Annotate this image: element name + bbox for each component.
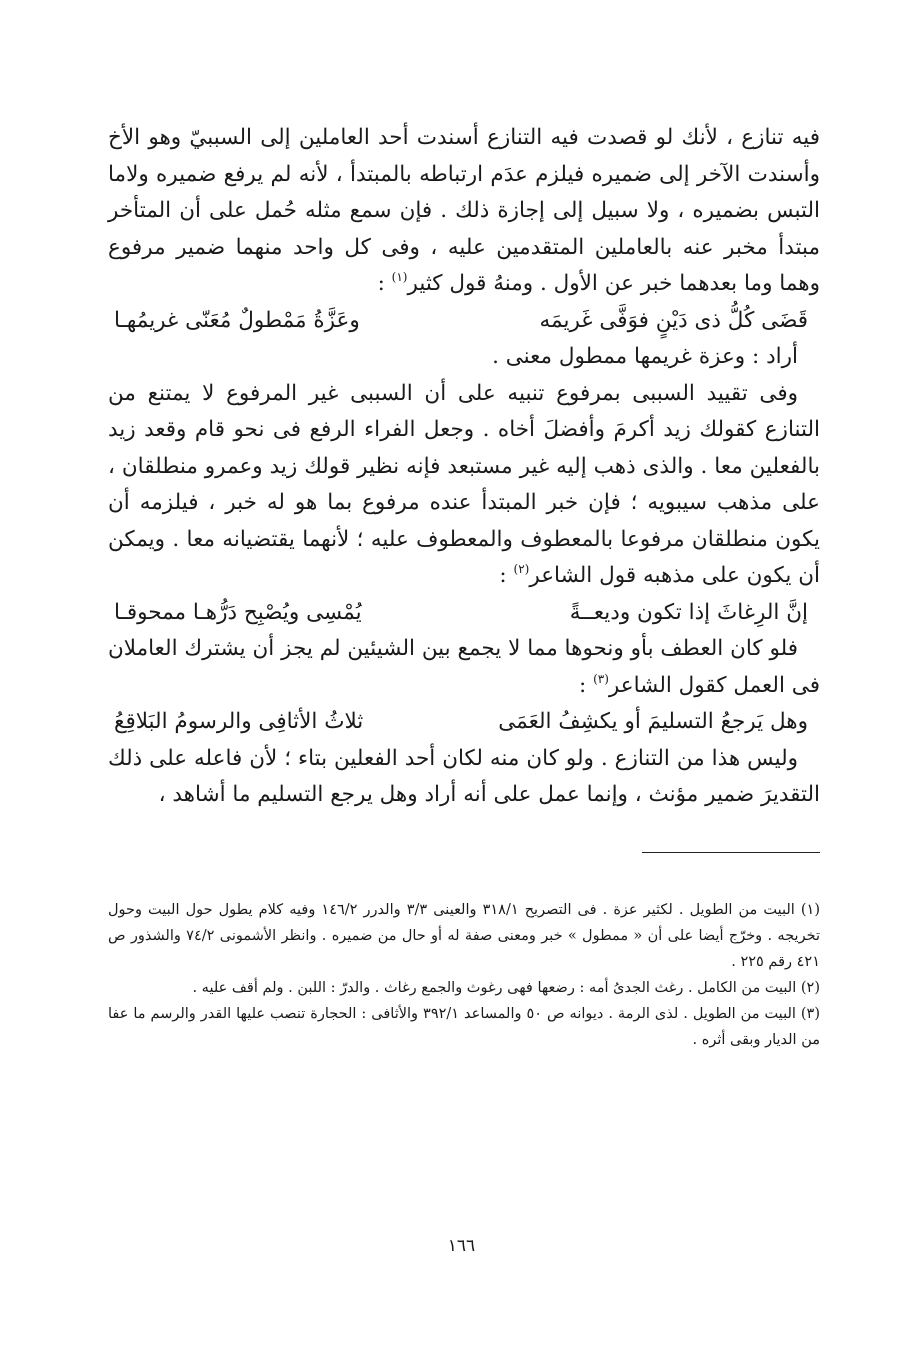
verse-second-hemistich: وعَزَّةُ مَمْطولٌ مُعَنّى غريمُهـا [114, 307, 360, 333]
footnote: (١) البيت من الطويل . لكثير عزة . فى التصريح ٣١٨/١ والعينى ٣/٣ والدرر ١٤٦/٢ وفيه كلام يطول حول البيت وحول تخريجه . وخرّج أيضا على أن « ممطول » خبر ومعنى صفة له أو حال من ضميره . وانظر الأشمونى ٧٤/٢ والشذور ص ٤٢١ رقم ٢٢٥ . [108, 901, 820, 970]
paragraph [108, 741, 820, 814]
paragraph [108, 376, 820, 595]
paragraph-text: فلو كان العطف بأو ونحوها مما لا يجمع بين الشيئين لم يجز أن يشترك العاملان فى العمل كقول الشاعر [108, 636, 820, 698]
paragraph-text: وليس هذا من التنازع . ولو كان منه لكان أحد الفعلين بتاء ؛ لأن فاعله على ذلك التقديرَ ضمير مؤنث ، وإنما عمل على أنه أراد وهل يرجع التسليم ما أشاهد ، [108, 745, 820, 807]
verse-second-hemistich: يُمْسِى ويُصْبِح دَرُّهـا ممحوقـا [114, 599, 362, 625]
paragraph-text: أراد : وعزة غريمها ممطول معنى . [492, 344, 798, 369]
page-content [108, 120, 820, 1053]
footnotes [108, 897, 820, 1053]
paragraph-text: وفى تقييد السببى بمرفوع تنبيه على أن السببى غير المرفوع لا يمتنع من التنازع كقولك زيد أكرمَ وأفضلَ أخاه . وجعل الفراء الرفع فى نحو قام وقعد زيد بالفعلين معا . والذى ذهب إليه غير مستبعد فإنه نظير قولك زيد وعمرو منطلقان ، على مذهب سيبويه ؛ فإن خبر المبتدأ عنده مرفوع بما هو له خبر ، فيلزمه أن يكون منطلقان مرفوعا بالمعطوف والمعطوف عليه ؛ لأنهما يقتضيانه معا . ويمكن أن يكون على مذهبه قول الشاعر [108, 380, 820, 588]
paragraph [108, 120, 820, 303]
paragraph [108, 339, 820, 376]
footnote: (٢) البيت من الكامل . رغث الجدىُ أمه : رضعها فهى رغوث والجمع رغاث . والدرّ : اللبن . ولم أقف عليه . [192, 979, 820, 996]
verse-first-hemistich: قَضَى كُلُّ ذى دَيْنٍ فوَفَّى غَريمَه [539, 307, 808, 333]
footnote-ref[interactable]: (١) [391, 270, 408, 284]
verse-first-hemistich: إنَّ الرِغاثَ إذا تكون وديعــةً [569, 599, 808, 625]
main-text [108, 120, 820, 814]
paragraph-text: فيه تنازع ، لأنك لو قصدت فيه التنازع أسندت أحد العاملين إلى السببيّ وهو الأخ وأسندت الآخر إلى ضميره فيلزم عدَم ارتباطه بالمبتدأ ، لأنه لم يرفع ضميره ولاما التبس بضميره ، ولا سبيل إلى إجازة ذلك . فإن سمع مثله حُمل على أن المتأخر مبتدأ مخبر عنه بالعاملين المتقدمين عليه ، وفى كل واحد منهما ضمير مرفوع وهما وما بعدهما خبر عن الأول . ومنهُ قول كثير [108, 125, 820, 296]
paragraph-end: : [499, 563, 514, 588]
verse-first-hemistich: وهل يَرجعُ التسليمَ أو يكشِفُ العَمَى [498, 709, 808, 734]
verse-line [108, 595, 820, 632]
footnote-divider [642, 852, 820, 853]
verse-line [108, 303, 820, 340]
footnote-ref[interactable]: (٣) [593, 671, 609, 686]
footnote-ref[interactable]: (٢) [513, 562, 530, 576]
verse-second-hemistich: ثلاثُ الأثافِى والرسومُ البَلاقِعُ [114, 709, 364, 734]
paragraph-end: : [578, 672, 594, 698]
verse-line [108, 704, 820, 741]
paragraph [108, 631, 820, 704]
paragraph-end: : [377, 271, 392, 296]
footnote: (٣) البيت من الطويل . لذى الرمة . ديوانه ص ٥٠ والمساعد ٣٩٢/١ والأثافى : الحجارة تنصب عليها القدر والرسم ما عفا من الديار وبقى أثره . [108, 1005, 820, 1048]
page-number: ١٦٦ [447, 1236, 476, 1256]
